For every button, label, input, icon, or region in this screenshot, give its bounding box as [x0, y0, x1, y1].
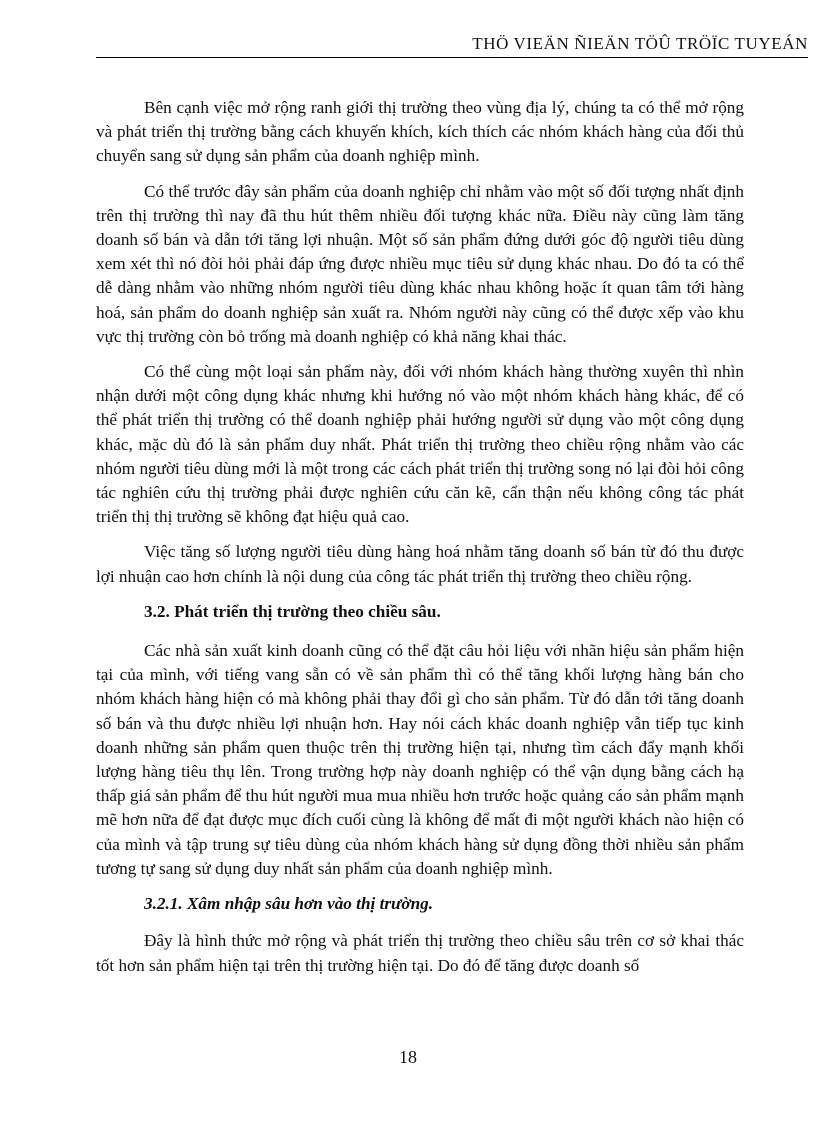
paragraph: Các nhà sản xuất kinh doanh cũng có thể đặt câu hỏi liệu với nhãn hiệu sản phẩm hiện tại của mình, với tiếng vang sẵn có về sản phẩm thì có thể tăng khối lượng hàng bán cho nhóm khách hàng hiện có mà không phải thay đổi gì cho sản phẩm. Từ đó dẫn tới tăng doanh số bán và thu được nhiều lợi nhuận hơn. Hay nói cách khác doanh nghiệp vẫn tiếp tục kinh doanh những sản phẩm quen thuộc trên thị trường hiện tại, nhưng tìm cách đẩy mạnh khối lượng hàng tiêu thụ lên. Trong trường hợp này doanh nghiệp có thể vận dụng bằng cách hạ thấp giá sản phẩm để thu hút người mua mua nhiều hơn trước hoặc quảng cáo sản phẩm mạnh mẽ hơn nữa để đạt được mục đích cuối cùng là không để mất đi một người khách nào hiện có của mình và tập trung sự tiêu dùng của nhóm khách hàng sử dụng đồng thời nhiều sản phẩm tương tự sang sử dụng duy nhất sản phẩm của doanh nghiệp mình. [96, 641, 744, 878]
paragraph: Có thể trước đây sản phẩm của doanh nghiệp chỉ nhằm vào một số đối tượng nhất định trên thị trường thì nay đã thu hút thêm nhiều đối tượng khác nữa. Điều này cũng làm tăng doanh số bán và dẫn tới tăng lợi nhuận. Một số sản phẩm đứng dưới góc độ người tiêu dùng xem xét thì nó đòi hỏi phải đáp ứng được nhiều mục tiêu sử dụng khác nhau. Do đó ta có thể dễ dàng nhằm vào những nhóm người tiêu dùng khác nhau không hoặc ít quan tâm tới hàng hoá, sản phẩm do doanh nghiệp sản xuất ra. Nhóm người này cũng có thể được xếp vào khu vực thị trường còn bỏ trống mà doanh nghiệp có khả năng khai thác. [96, 181, 744, 346]
section-heading: 3.2. Phát triển thị trường theo chiều sâu. [144, 601, 441, 621]
paragraph: Đây là hình thức mở rộng và phát triển thị trường theo chiều sâu trên cơ sở khai thác tốt hơn sản phẩm hiện tại trên thị trường hiện tại. Do đó để tăng được doanh số [96, 931, 744, 975]
paragraph: Bên cạnh việc mở rộng ranh giới thị trường theo vùng địa lý, chúng ta có thể mở rộng và phát triển thị trường bằng cách khuyến khích, kích thích các nhóm khách hàng của đối thủ chuyển sang sử dụng sản phẩm của doanh nghiệp mình. [96, 98, 744, 166]
body-text [96, 96, 744, 989]
paragraph: Việc tăng số lượng người tiêu dùng hàng hoá nhằm tăng doanh số bán từ đó thu được lợi nhuận cao hơn chính là nội dung của công tác phát triển thị trường theo chiều rộng. [96, 542, 744, 586]
page-number: 18 [399, 1047, 417, 1067]
running-header: THÖ VIEÄN ÑIEÄN TÖÛ TRÖÏC TUYEÁN [472, 34, 808, 53]
header-rule [96, 57, 808, 58]
subsection-heading: 3.2.1. Xâm nhập sâu hơn vào thị trường. [144, 894, 434, 914]
paragraph: Có thể cùng một loại sản phẩm này, đối với nhóm khách hàng thường xuyên thì nhìn nhận dưới một công dụng khác nhưng khi hướng nó vào một nhóm khách hàng khác, để có thể phát triển thị trường có thể doanh nghiệp phải hướng người sử dụng vào một công dụng khác, mặc dù đó là sản phẩm duy nhất. Phát triển thị trường theo chiều rộng nhằm vào các nhóm người tiêu dùng mới là một trong các cách phát triển thị trường song nó lại đòi hỏi công tác nghiên cứu thị trường phải được nghiên cứu căn kẽ, cẩn thận nếu không công tác phát triển thị thị trường sẽ không đạt hiệu quả cao. [96, 362, 744, 527]
